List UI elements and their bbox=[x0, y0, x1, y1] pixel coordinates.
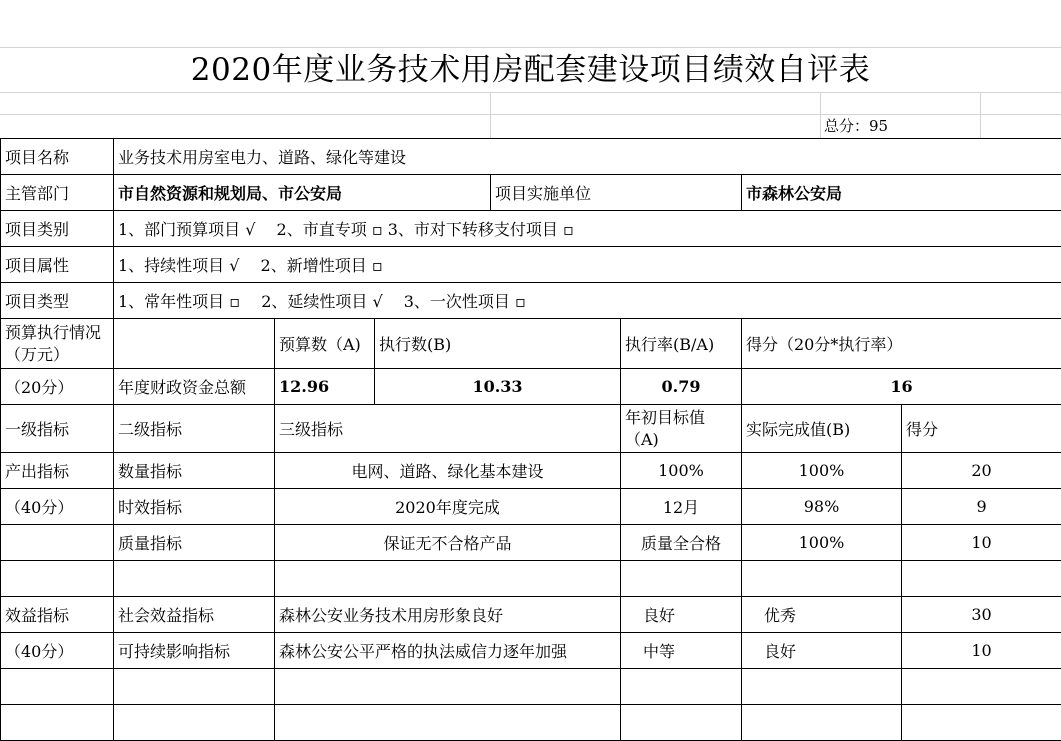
empty-cell bbox=[114, 669, 275, 705]
table-row bbox=[1, 453, 1061, 489]
benefit-actual: 优秀 bbox=[742, 597, 902, 633]
project-name-label: 项目名称 bbox=[1, 139, 114, 175]
table-row bbox=[1, 561, 1061, 597]
output-l3: 2020年度完成 bbox=[275, 489, 621, 525]
output-l2: 质量指标 bbox=[114, 525, 275, 561]
output-target: 12月 bbox=[621, 489, 742, 525]
rate-value: 0.79 bbox=[621, 369, 742, 405]
dept-value: 市自然资源和规划局、市公安局 bbox=[114, 175, 491, 211]
benefit-score-label: （40分） bbox=[1, 633, 114, 669]
empty-cell bbox=[621, 561, 742, 597]
budget-header: 预算数（A) bbox=[275, 319, 375, 369]
empty-cell bbox=[902, 561, 1061, 597]
empty-cell bbox=[275, 669, 621, 705]
benefit-l3: 森林公安公平严格的执法威信力逐年加强 bbox=[275, 633, 621, 669]
budget-label: 预算执行情况（万元） bbox=[1, 319, 114, 369]
output-l2: 数量指标 bbox=[114, 453, 275, 489]
output-actual: 100% bbox=[742, 453, 902, 489]
output-score-label: （40分） bbox=[1, 489, 114, 525]
budget-score-label: （20分） bbox=[1, 369, 114, 405]
empty-cell bbox=[1, 525, 114, 561]
empty-cell bbox=[114, 705, 275, 741]
l1-header: 一级指标 bbox=[1, 405, 114, 453]
table-row bbox=[1, 211, 1061, 247]
dept-label: 主管部门 bbox=[1, 175, 114, 211]
benefit-l3: 森林公安业务技术用房形象良好 bbox=[275, 597, 621, 633]
benefit-score: 10 bbox=[902, 633, 1061, 669]
output-actual: 100% bbox=[742, 525, 902, 561]
output-l3: 保证无不合格产品 bbox=[275, 525, 621, 561]
impl-unit-value: 市森林公安局 bbox=[742, 175, 1061, 211]
project-name-value: 业务技术用房室电力、道路、绿化等建设 bbox=[114, 139, 1061, 175]
empty-cell bbox=[621, 705, 742, 741]
table-row bbox=[1, 489, 1061, 525]
target-header: 年初目标值（A) bbox=[621, 405, 742, 453]
empty-cell bbox=[114, 561, 275, 597]
l2-header: 二级指标 bbox=[114, 405, 275, 453]
output-label: 产出指标 bbox=[1, 453, 114, 489]
grid-line bbox=[0, 92, 1061, 93]
score-header: 得分（20分*执行率） bbox=[742, 319, 1061, 369]
table-row bbox=[1, 669, 1061, 705]
table-row bbox=[1, 705, 1061, 741]
category-label: 项目类别 bbox=[1, 211, 114, 247]
empty-cell bbox=[114, 319, 275, 369]
table-row bbox=[1, 319, 1061, 369]
empty-cell bbox=[1, 669, 114, 705]
table-row bbox=[1, 139, 1061, 175]
output-score: 9 bbox=[902, 489, 1061, 525]
empty-cell bbox=[742, 669, 902, 705]
output-target: 100% bbox=[621, 453, 742, 489]
benefit-target: 良好 bbox=[621, 597, 742, 633]
total-score: 总分：95 bbox=[824, 117, 889, 135]
budget-value: 12.96 bbox=[275, 369, 375, 405]
benefit-l2: 可持续影响指标 bbox=[114, 633, 275, 669]
budget-score-value: 16 bbox=[742, 369, 1061, 405]
benefit-target: 中等 bbox=[621, 633, 742, 669]
output-target: 质量全合格 bbox=[621, 525, 742, 561]
table-row bbox=[1, 525, 1061, 561]
empty-cell bbox=[621, 669, 742, 705]
grid-line bbox=[490, 92, 491, 138]
page-title: 2020年度业务技术用房配套建设项目绩效自评表 bbox=[190, 52, 871, 88]
type-value: 1、常年性项目 ▫ 2、延续性项目 √ 3、一次性项目 ▫ bbox=[114, 283, 1061, 319]
attribute-value: 1、持续性项目 √ 2、新增性项目 ▫ bbox=[114, 247, 1061, 283]
l3-header: 三级指标 bbox=[275, 405, 621, 453]
empty-cell bbox=[742, 561, 902, 597]
empty-cell bbox=[902, 705, 1061, 741]
empty-cell bbox=[275, 561, 621, 597]
output-score: 20 bbox=[902, 453, 1061, 489]
table-row bbox=[1, 597, 1061, 633]
rate-header: 执行率(B/A) bbox=[621, 319, 742, 369]
benefit-score: 30 bbox=[902, 597, 1061, 633]
benefit-actual: 良好 bbox=[742, 633, 902, 669]
attribute-label: 项目属性 bbox=[1, 247, 114, 283]
annual-funds-label: 年度财政资金总额 bbox=[114, 369, 275, 405]
benefit-label: 效益指标 bbox=[1, 597, 114, 633]
indicator-score-header: 得分 bbox=[902, 405, 1061, 453]
table-row bbox=[1, 369, 1061, 405]
output-score: 10 bbox=[902, 525, 1061, 561]
output-l3: 电网、道路、绿化基本建设 bbox=[275, 453, 621, 489]
benefit-l2: 社会效益指标 bbox=[114, 597, 275, 633]
table-row bbox=[1, 175, 1061, 211]
table-row bbox=[1, 405, 1061, 453]
actual-header: 实际完成值(B) bbox=[742, 405, 902, 453]
output-actual: 98% bbox=[742, 489, 902, 525]
table-row bbox=[1, 247, 1061, 283]
empty-cell bbox=[1, 561, 114, 597]
exec-header: 执行数(B) bbox=[375, 319, 621, 369]
empty-cell bbox=[275, 705, 621, 741]
empty-cell bbox=[902, 669, 1061, 705]
exec-value: 10.33 bbox=[375, 369, 621, 405]
empty-cell bbox=[742, 705, 902, 741]
empty-cell bbox=[1, 705, 114, 741]
self-evaluation-table bbox=[0, 138, 1061, 741]
output-l2: 时效指标 bbox=[114, 489, 275, 525]
type-label: 项目类型 bbox=[1, 283, 114, 319]
grid-line bbox=[820, 92, 821, 138]
impl-unit-label: 项目实施单位 bbox=[491, 175, 742, 211]
table-row bbox=[1, 633, 1061, 669]
table-row bbox=[1, 283, 1061, 319]
category-value: 1、部门预算项目 √ 2、市直专项 ▫ 3、市对下转移支付项目 ▫ bbox=[114, 211, 1061, 247]
